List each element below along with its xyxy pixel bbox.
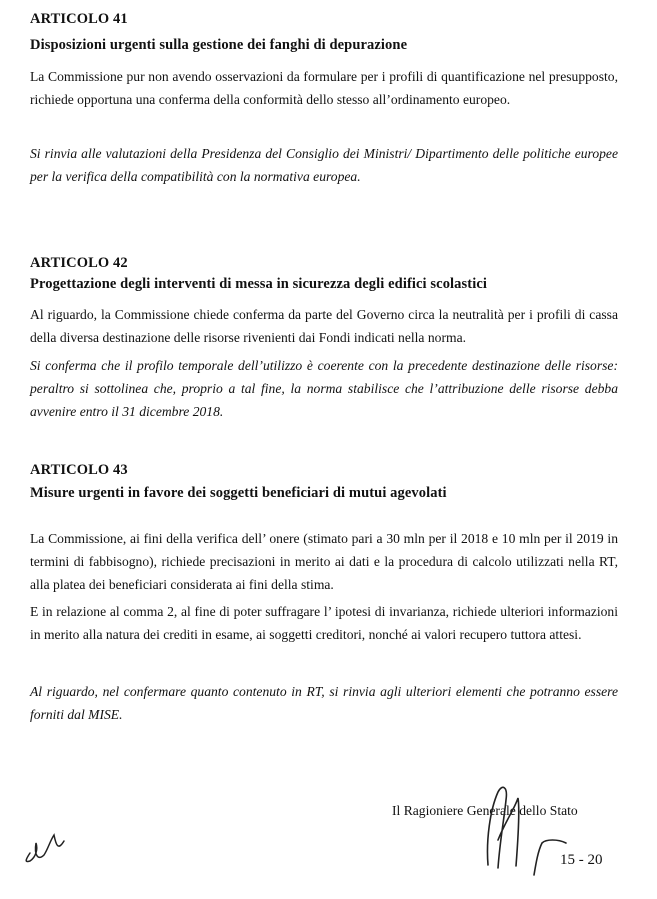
article-43-paragraph-1: La Commissione, ai fini della verifica dell’ onere (stimato pari a 30 mln per il 2018 e 10 mln per il 2019 in termini di fabbisogno), richiede precisazioni in merito ai dati e la procedura di calcolo utilizzati nella RT, alla platea dei beneficiari considerata ai fini della stima. (30, 531, 618, 592)
article-43-title: Misure urgenti in favore dei soggetti beneficiari di mutui agevolati (30, 485, 447, 501)
article-42-heading: ARTICOLO 42 (30, 255, 128, 271)
article-43-paragraph-2: E in relazione al comma 2, al fine di poter suffragare l’ ipotesi di invarianza, richiede ulteriori informazioni in merito alla natura dei crediti in esame, ai soggetti creditori, nonché ai valori recupero tuttora attesi. (30, 604, 618, 642)
article-43-response: Al riguardo, nel confermare quanto contenuto in RT, si rinvia agli ulteriori elementi che potranno essere forniti dal MISE. (30, 684, 618, 722)
article-42-paragraph: Al riguardo, la Commissione chiede conferma da parte del Governo circa la neutralità per i profili di cassa della diversa destinazione delle risorse rivenienti dai Fondi indicati nella norma. (30, 307, 618, 345)
article-41-heading: ARTICOLO 41 (30, 11, 128, 27)
article-41-paragraph: La Commissione pur non avendo osservazioni da formulare per i profili di quantificazione nel presupposto, richiede opportuna una conferma della conformità dello stesso all’ordinamento europeo. (30, 69, 618, 107)
article-41-title: Disposizioni urgenti sulla gestione dei fanghi di depurazione (30, 37, 408, 53)
article-41-response: Si rinvia alle valutazioni della Presidenza del Consiglio dei Ministri/ Dipartimento delle politiche europee per la verifica della compatibilità con la normativa europea. (30, 146, 618, 184)
article-43-heading: ARTICOLO 43 (30, 462, 128, 478)
article-42-response: Si conferma che il profilo temporale dell’utilizzo è coerente con la precedente destinazione delle risorse: peraltro si sottolinea che, proprio a tal fine, la norma stabilisce che l’attribuzione delle risorse debba avvenire entro il 31 dicembre 2018. (30, 358, 618, 419)
page-number: 15 - 20 (560, 852, 603, 868)
signature-line: Il Ragioniere Generale dello Stato (392, 803, 578, 818)
handwritten-initials-left (20, 825, 70, 867)
article-42-title: Progettazione degli interventi di messa in sicurezza degli edifici scolastici (30, 276, 487, 292)
